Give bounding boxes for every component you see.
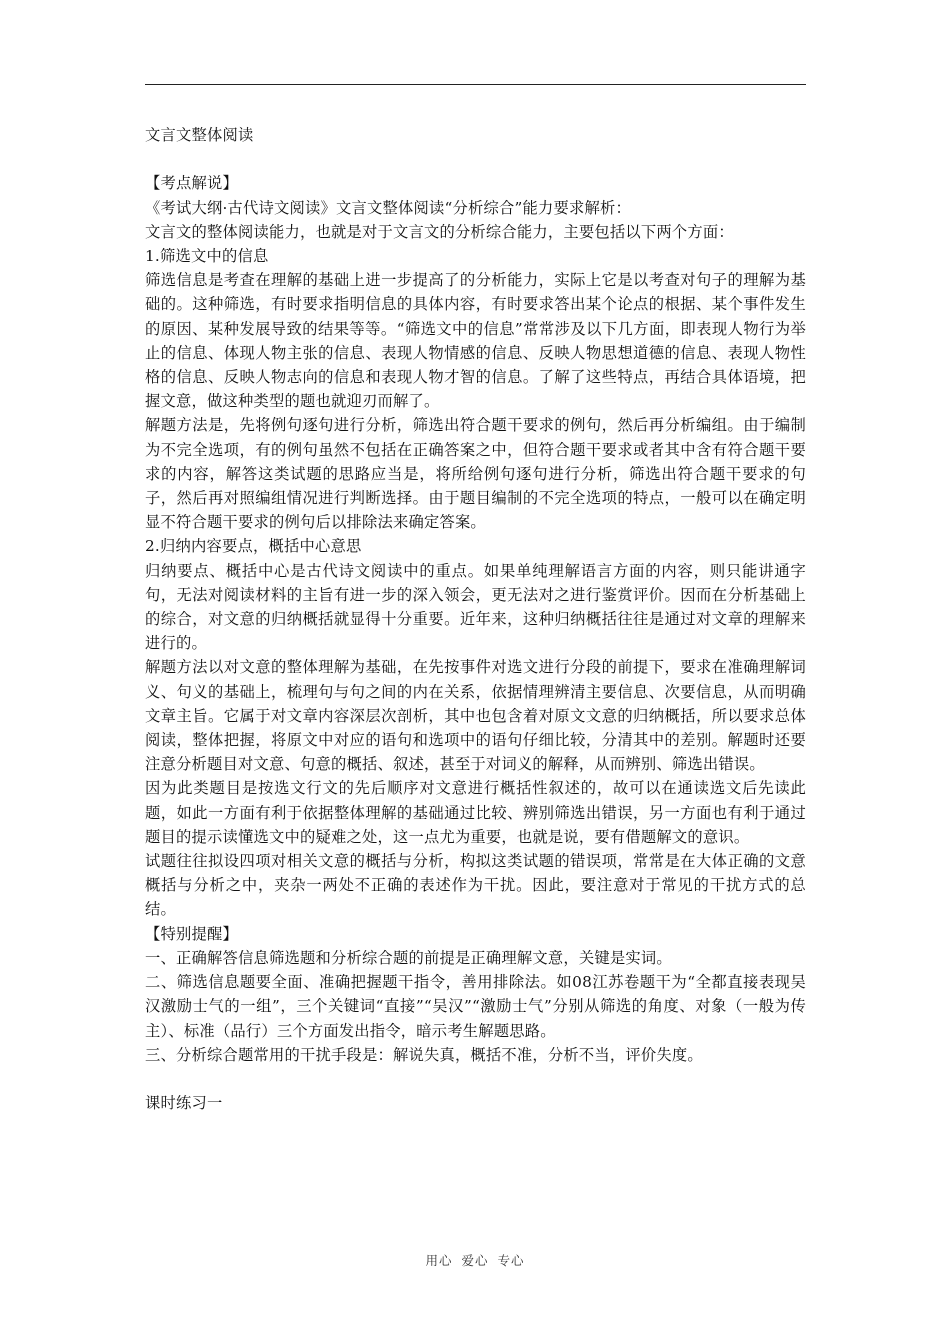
tip-2: 二、筛选信息题要全面、准确把握题干指令，善用排除法。如08江苏卷题干为“全都直接表现吴汉激励士气的一组”，三个关键词“直接”“吴汉”“激励士气”分别从筛选的角度、对象（一般为传主）、标准（品行）三个方面发出指令，暗示考生解题思路。: [145, 973, 806, 1040]
tip-3: 三、分析综合题常用的干扰手段是：解说失真，概括不准，分析不当，评价失度。: [145, 1045, 703, 1064]
paragraph-5: 因为此类题目是按选文行文的先后顺序对文意进行概括性叙述的，故可以在通读选文后先读此题，如此一方面有利于依据整体理解的基础通过比较、辨别筛选出错误，另一方面也有利于通过题目的提示读懂选文中的疑难之处，这一点尤为重要，也就是说，要有借题解文的意识。: [145, 779, 806, 846]
intro-line-2: 文言文的整体阅读能力，也就是对于文言文的分析综合能力，主要包括以下两个方面：: [145, 222, 734, 241]
section-heading-tebie: 【特别提醒】: [145, 924, 238, 943]
document-title: 文言文整体阅读: [145, 126, 254, 144]
intro-line-1: 《考试大纲·古代诗文阅读》文言文整体阅读“分析综合”能力要求解析：: [145, 198, 632, 217]
header-rule: [145, 84, 806, 85]
paragraph-3: 归纳要点、概括中心是古代诗文阅读中的重点。如果单纯理解语言方面的内容，则只能讲通字句，无法对阅读材料的主旨有进一步的深入领会，更无法对之进行鉴赏评价。因而在分析基础上的综合，对文意的归纳概括就显得十分重要。近年来，这种归纳概括往往是通过对文章的理解来进行的。: [145, 561, 806, 653]
exercise-title: 课时练习一: [145, 1094, 223, 1113]
paragraph-2: 解题方法是，先将例句逐句进行分析，筛选出符合题干要求的例句，然后再分析编组。由于编制为不完全选项，有的例句虽然不包括在正确答案之中，但符合题干要求或者其中含有符合题干要求的内容，解答这类试题的思路应当是，将所给例句逐句进行分析，筛选出符合题干要求的句子，然后再对照编组情况进行判断选择。由于题目编制的不完全选项的特点，一般可以在确定明显不符合题干要求的例句后以排除法来确定答案。: [145, 416, 806, 532]
subheading-2: 2.归纳内容要点，概括中心意思: [145, 537, 362, 556]
subheading-1: 1.筛选文中的信息: [145, 247, 269, 265]
paragraph-1: 筛选信息是考查在理解的基础上进一步提高了的分析能力，实际上它是以考查对句子的理解为基础的。这种筛选，有时要求指明信息的具体内容，有时要求答出某个论点的根据、某个事件发生的原因、某种发展导致的结果等等。“筛选文中的信息”常常涉及以下几方面，即表现人物行为举止的信息、体现人物主张的信息、表现人物情感的信息、反映人物思想道德的信息、表现人物性格的信息、反映人物志向的信息和表现人物才智的信息。了解了这些特点，再结合具体语境，把握文意，做这种类型的题也就迎刃而解了。: [145, 271, 806, 411]
paragraph-4: 解题方法以对文意的整体理解为基础，在先按事件对选文进行分段的前提下，要求在准确理解词义、句义的基础上，梳理句与句之间的内在关系，依据情理辨清主要信息、次要信息，从而明确文章主旨。它属于对文章内容深层次剖析，其中也包含着对原文文意的归纳概括，所以要求总体阅读，整体把握，将原文中对应的语句和选项中的语句仔细比较，分清其中的差别。解题时还要注意分析题目对文意、句意的概括、叙述，甚至于对词义的解释，从而辨别、筛选出错误。: [145, 658, 806, 774]
paragraph-6: 试题往往拟设四项对相关文意的概括与分析，构拟这类试题的错误项，常常是在大体正确的文意概括与分析之中，夹杂一两处不正确的表述作为干扰。因此，要注意对于常见的干扰方式的总结。: [145, 852, 806, 919]
tip-1: 一、正确解答信息筛选题和分析综合题的前提是正确理解文意，关键是实词。: [145, 948, 672, 967]
document-body: [145, 123, 806, 1115]
page-footer: 用心 爱心 专心: [425, 1253, 525, 1268]
section-heading-kaodian: 【考点解说】: [145, 174, 238, 193]
